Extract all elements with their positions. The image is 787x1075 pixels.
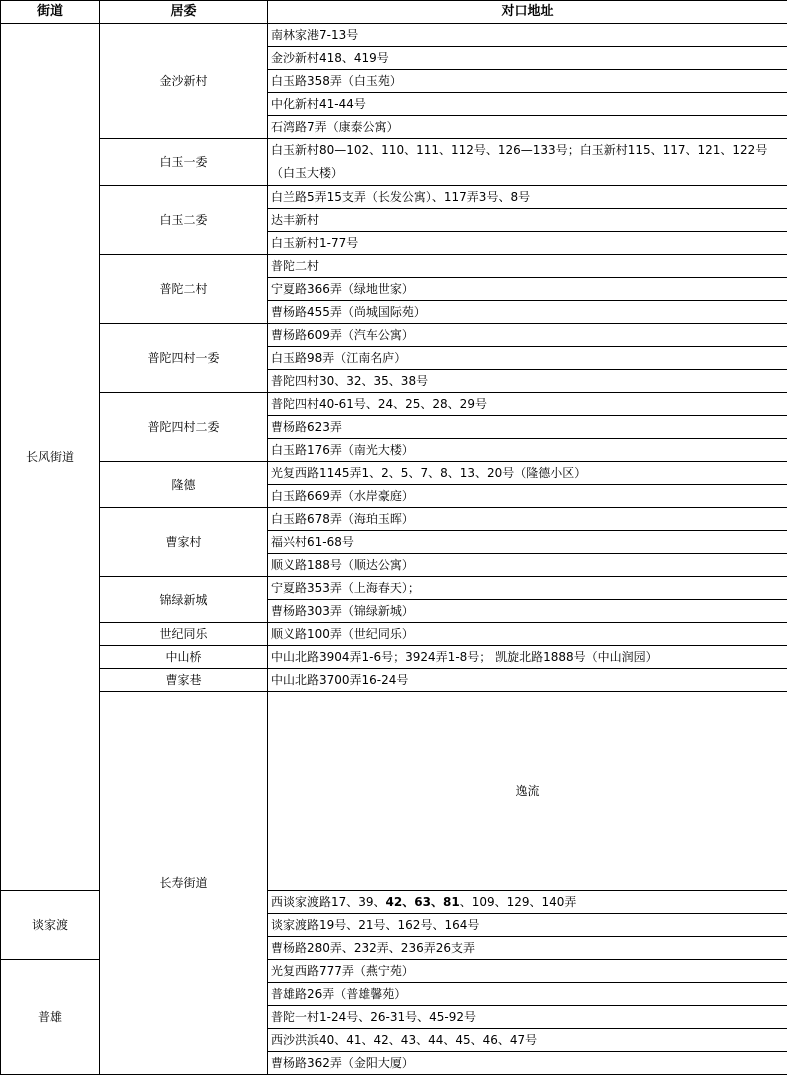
address-cell [268,891,787,914]
address-cell: 白兰路5弄15支弄（长发公寓）、117弄3号、8号 [268,186,787,209]
address-cell: 中山北路3700弄16-24号 [268,669,787,692]
committee-cell: 世纪同乐 [100,623,268,646]
address-cell: 曹杨路623弄 [268,416,787,439]
table-row [1,669,787,692]
address-cell: 白玉路98弄（江南名庐） [268,347,787,370]
address-text: 西谈家渡路17、39、 [271,895,386,909]
address-cell: 普雄路26弄（普雄馨苑） [268,983,787,1006]
address-cell: 顺义路100弄（世纪同乐） [268,623,787,646]
committee-cell: 隆德 [100,462,268,508]
address-cell: 白玉路176弄（南光大楼） [268,439,787,462]
table-row [1,393,787,416]
header-address: 对口地址 [268,1,787,24]
header-committee: 居委 [100,1,268,24]
committee-cell: 普雄 [1,960,100,1075]
table-row [1,139,787,186]
address-cell: 白玉路678弄（海珀玉晖） [268,508,787,531]
address-cell: 曹杨路280弄、232弄、236弄26支弄 [268,937,787,960]
committee-cell: 曹家村 [100,508,268,577]
address-cell: 白玉路669弄（水岸豪庭） [268,485,787,508]
address-cell: 白玉新村80—102、110、111、112号、126—133号；白玉新村115、117、121、122号（白玉大楼） [268,139,787,186]
address-cell: 福兴村61-68号 [268,531,787,554]
header-row [1,1,787,24]
table-row [1,462,787,485]
committee-cell: 逸流 [268,692,787,891]
address-cell: 普陀二村 [268,255,787,278]
address-cell: 白玉新村1-77号 [268,232,787,255]
address-cell: 曹杨路455弄（尚城国际苑） [268,301,787,324]
committee-cell: 白玉二委 [100,186,268,255]
street-cell: 长寿街道 [100,692,268,1075]
committee-cell: 白玉一委 [100,139,268,186]
table-row [1,646,787,669]
street-cell: 长风街道 [1,24,100,891]
address-separator: 、 [431,895,443,909]
address-cell: 光复西路777弄（燕宁苑） [268,960,787,983]
committee-cell: 普陀四村二委 [100,393,268,462]
address-cell: 曹杨路609弄（汽车公寓） [268,324,787,347]
address-cell: 南林家港7-13号 [268,24,787,47]
address-cell: 金沙新村418、419号 [268,47,787,70]
address-cell: 西沙洪浜40、41、42、43、44、45、46、47号 [268,1029,787,1052]
committee-cell: 锦绿新城 [100,577,268,623]
address-cell: 普陀四村40-61号、24、25、28、29号 [268,393,787,416]
address-cell: 白玉路358弄（白玉苑） [268,70,787,93]
address-cell: 中山北路3904弄1-6号；3924弄1-8号； 凯旋北路1888号（中山润园） [268,646,787,669]
address-cell: 达丰新村 [268,209,787,232]
table-row [1,24,787,47]
address-text: 、109、129、140弄 [460,895,577,909]
header-street: 街道 [1,1,100,24]
address-cell: 普陀四村30、32、35、38号 [268,370,787,393]
committee-cell: 金沙新村 [100,24,268,139]
table-row [1,577,787,600]
address-cell: 谈家渡路19号、21号、162号、164号 [268,914,787,937]
address-bold-number: 81 [443,895,460,909]
address-bold-number: 42 [386,895,403,909]
address-cell: 宁夏路353弄（上海春天）； [268,577,787,600]
address-bold-number: 63 [414,895,431,909]
committee-cell: 谈家渡 [1,891,100,960]
address-cell: 曹杨路303弄（锦绿新城） [268,600,787,623]
address-separator: 、 [402,895,414,909]
committee-cell: 普陀四村一委 [100,324,268,393]
address-cell: 中化新村41-44号 [268,93,787,116]
committee-cell: 中山桥 [100,646,268,669]
table-row [1,692,787,891]
address-cell: 宁夏路366弄（绿地世家） [268,278,787,301]
address-cell: 普陀一村1-24号、26-31号、45-92号 [268,1006,787,1029]
table-row [1,623,787,646]
table-row [1,186,787,209]
table-row [1,324,787,347]
address-cell: 曹杨路362弄（金阳大厦） [268,1052,787,1075]
committee-cell: 曹家巷 [100,669,268,692]
address-cell: 光复西路1145弄1、2、5、7、8、13、20号（隆德小区） [268,462,787,485]
committee-cell: 普陀二村 [100,255,268,324]
table-row [1,508,787,531]
table-row [1,255,787,278]
address-cell: 顺义路188号（顺达公寓） [268,554,787,577]
address-cell: 石湾路7弄（康泰公寓） [268,116,787,139]
